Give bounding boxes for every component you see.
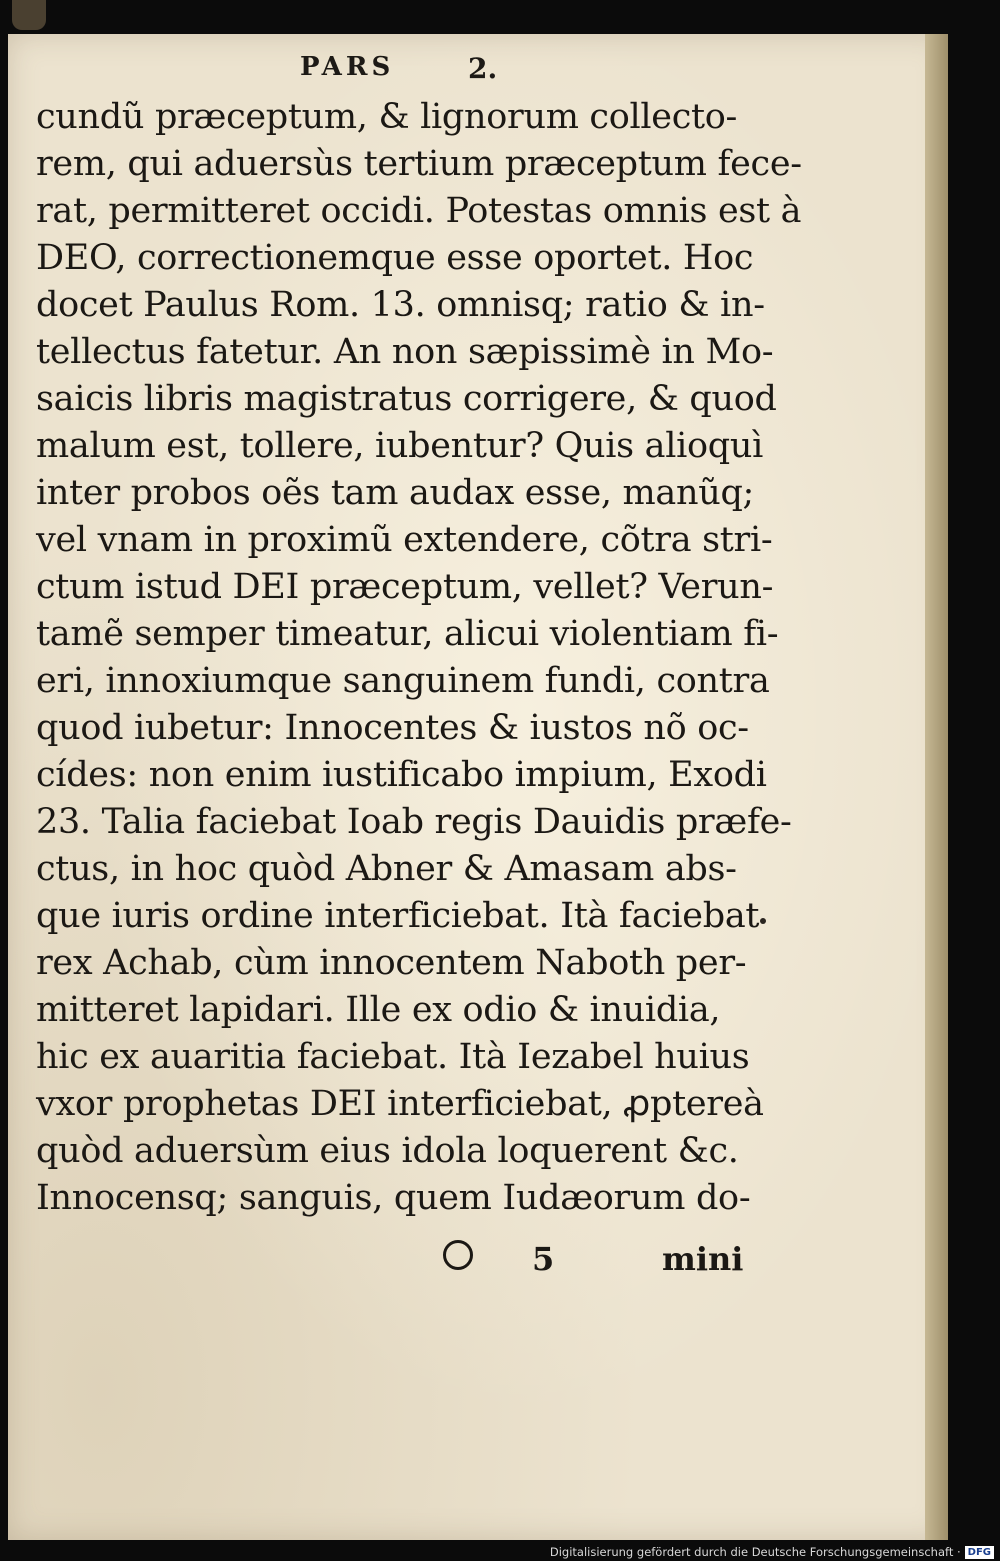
- binding-corner: [12, 0, 46, 30]
- catchword: mini: [662, 1240, 744, 1278]
- credit-text: Digitalisierung gefördert durch die Deutsche Forschungsgemeinschaft ·: [549, 1545, 961, 1559]
- text-line: Innocensq; sanguis, quem Iudæorum do-: [36, 1178, 751, 1218]
- text-line: docet Paulus Rom. 13. omnisq; ratio & in-: [36, 285, 765, 325]
- text-line: DEO, correctionemque esse oportet. Hoc: [36, 238, 754, 278]
- text-line: mitteret lapidari. Ille ex odio & inuidia,: [36, 990, 721, 1030]
- text-line: eri, innoxiumque sanguinem fundi, contra: [36, 661, 770, 701]
- running-title-part: 2.: [468, 52, 498, 85]
- margin-dot: [760, 918, 766, 924]
- page-edge-strip: [925, 34, 948, 1540]
- text-line: rem, qui aduersùs tertium præceptum fece-: [36, 144, 802, 184]
- text-line: que iuris ordine interficiebat. Ità faciebat: [36, 896, 760, 936]
- page-body-text: [36, 94, 802, 1222]
- text-line: tellectus fatetur. An non sæpissimè in Mo-: [36, 332, 774, 372]
- digitization-credit: [550, 1545, 994, 1559]
- text-line: malum est, tollere, iubentur? Quis alioquì: [36, 426, 764, 466]
- text-line: ctum istud DEI præceptum, vellet? Verun-: [36, 567, 774, 607]
- text-line: 23. Talia faciebat Ioab regis Dauidis præfe-: [36, 802, 792, 842]
- text-line: quòd aduersùm eius idola loquerent &c.: [36, 1131, 739, 1171]
- text-line: quod iubetur: Innocentes & iustos nõ oc-: [36, 708, 749, 748]
- text-line: rat, permitteret occidi. Potestas omnis est à: [36, 191, 802, 231]
- signature-number: 5: [532, 1240, 555, 1278]
- text-line: vel vnam in proximũ extendere, cõtra stri-: [36, 520, 773, 560]
- text-line: rex Achab, cùm innocentem Naboth per-: [36, 943, 747, 983]
- text-line: ctus, in hoc quòd Abner & Amasam abs-: [36, 849, 737, 889]
- dfg-logo-icon: DFG: [965, 1546, 994, 1559]
- running-title: PARS: [300, 52, 395, 82]
- text-line: tamẽ semper timeatur, alicui violentiam fi-: [36, 614, 779, 654]
- text-line: cídes: non enim iustificabo impium, Exodi: [36, 755, 767, 795]
- signature-mark-icon: [443, 1240, 473, 1270]
- text-line: vxor prophetas DEI interficiebat, ꝓpterеà: [36, 1084, 764, 1124]
- text-line: cundũ præceptum, & lignorum collecto-: [36, 97, 738, 137]
- text-line: inter probos oẽs tam audax esse, manũq;: [36, 473, 755, 513]
- text-line: saicis libris magistratus corrigere, & quod: [36, 379, 777, 419]
- text-line: hic ex auaritia faciebat. Ità Iezabel huius: [36, 1037, 750, 1077]
